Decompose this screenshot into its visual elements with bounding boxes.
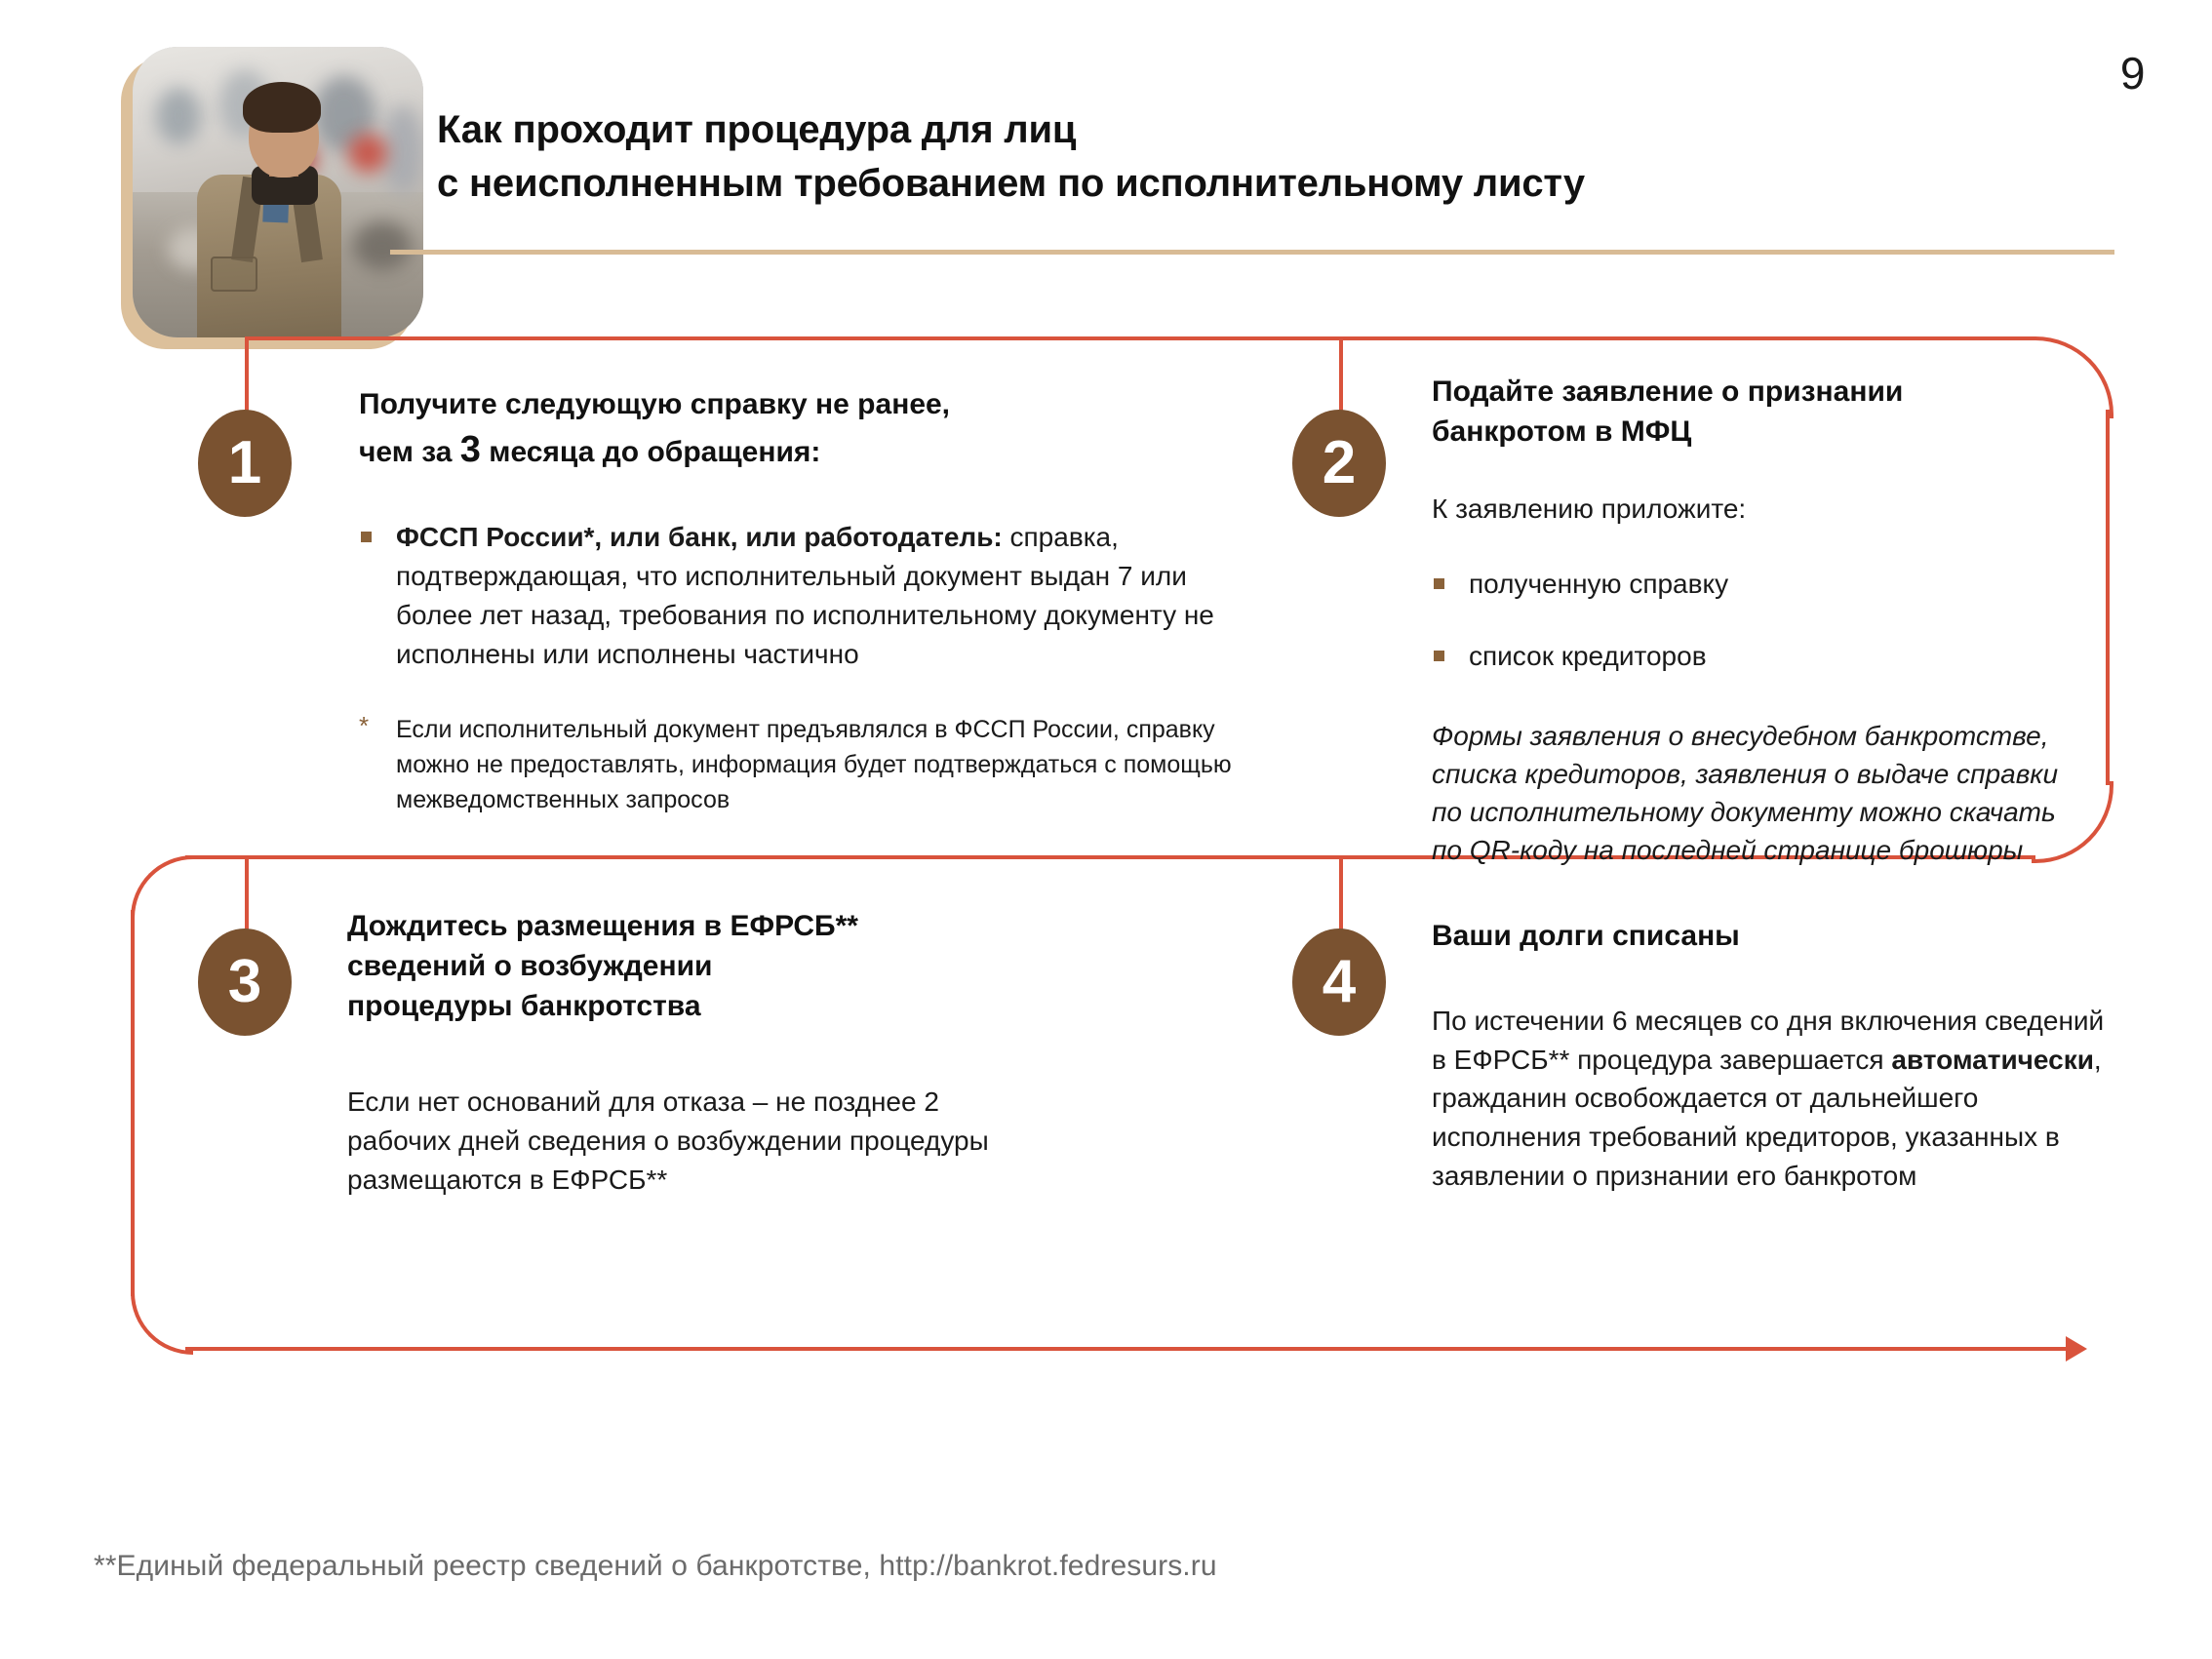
list-item: список кредиторов xyxy=(1432,637,2075,676)
step-2-heading-line-2: банкротом в МФЦ xyxy=(1432,415,1692,448)
step-number-3: 3 xyxy=(227,948,262,1015)
page-title xyxy=(437,103,1900,211)
step-number-circle-4 xyxy=(1292,928,1386,1036)
step-4-body-emphasis: автоматически xyxy=(1891,1044,2094,1075)
step-2-heading xyxy=(1432,373,2075,453)
header-photo xyxy=(115,47,408,339)
page-title-line-1: Как проходит процедура для лиц xyxy=(437,108,1077,151)
step-1-footnote-text: Если исполнительный документ предъявлялся в ФССП России, справку можно не предоставлять, информация будет подтверждаться с помощью межведомственных запросов xyxy=(396,716,1232,814)
step-3-heading-line-3: процедуры банкротства xyxy=(347,989,701,1022)
step-4-heading xyxy=(1432,917,2114,957)
connector-corner-middle-left xyxy=(131,855,193,918)
step-1-heading-post: месяца до обращения: xyxy=(480,435,821,468)
step-2-heading-line-1: Подайте заявление о признании xyxy=(1432,375,1904,408)
step-4-body-part-2: , гражданин освобождается от дальнейшего исполнения требований кредиторов, указанных в заявлении о признании его банкротом xyxy=(1432,1044,2102,1191)
photo-blur-blob xyxy=(348,134,387,173)
photo-blur-blob xyxy=(382,105,423,193)
step-1-heading-line-2 xyxy=(359,425,1237,476)
step-4-body-part-1: По истечении 6 месяцев со дня включения сведений в ЕФРСБ** процедура завершается xyxy=(1432,1005,2105,1075)
step-1-heading-months-number: 3 xyxy=(459,428,481,470)
photo-hair xyxy=(243,82,321,133)
step-2-bullet-list xyxy=(1432,565,2075,676)
step-block-2 xyxy=(1432,373,2075,870)
step-3-body: Если нет оснований для отказа – не позднее 2 рабочих дней сведения о возбуждении процедуры размещаются в ЕФРСБ** xyxy=(347,1086,989,1195)
step-3-heading xyxy=(347,907,1049,1026)
footer-note: **Единый федеральный реестр сведений о банкротстве, http://bankrot.fedresurs.ru xyxy=(94,1550,1217,1582)
step-1-bullet-1-bold: ФССП России*, или банк, или работодатель: xyxy=(396,522,1003,553)
step-1-bullet-list xyxy=(359,518,1237,673)
step-1-heading-line-1: Получите следующую справку не ранее, xyxy=(359,388,951,420)
connector-arrow-head xyxy=(2066,1336,2087,1362)
step-number-circle-2 xyxy=(1292,410,1386,517)
step-1-heading xyxy=(359,385,1237,475)
photo-blur-blob xyxy=(353,221,412,270)
footnote-asterisk-icon: * xyxy=(359,711,370,741)
step-block-1 xyxy=(359,385,1237,817)
step-block-3 xyxy=(347,907,1049,1200)
list-item xyxy=(359,518,1237,673)
step-number-circle-1 xyxy=(198,410,292,517)
list-item: полученную справку xyxy=(1432,565,2075,604)
step-2-italic-note: Формы заявления о внесудебном банкротстве, списка кредиторов, заявления о выдаче справки по исполнительному документу можно скачать по QR-коду на последней странице брошюры xyxy=(1432,720,2059,866)
step-block-4 xyxy=(1432,917,2114,1196)
step-4-body xyxy=(1432,1002,2114,1196)
connector-right-vertical xyxy=(2106,410,2110,785)
connector-bottom-horizontal xyxy=(185,1347,2068,1351)
step-number-circle-3 xyxy=(198,928,292,1036)
photo-coat-pocket xyxy=(211,257,257,292)
page-title-line-2: с неисполненным требованием по исполнительному листу xyxy=(437,162,1585,206)
step-3-heading-line-1: Дождитесь размещения в ЕФРСБ** xyxy=(347,910,858,942)
connector-top-horizontal xyxy=(245,336,2032,340)
step-number-1: 1 xyxy=(227,429,262,496)
step-1-heading-pre: чем за xyxy=(359,435,460,468)
step-2-intro: К заявлению приложите: xyxy=(1432,493,1747,524)
step-1-footnote xyxy=(359,712,1237,817)
step-number-4: 4 xyxy=(1322,948,1357,1015)
photo-man-in-coat-on-street xyxy=(133,47,423,337)
page-number: 9 xyxy=(2119,48,2146,99)
connector-corner-bottom-left xyxy=(131,1292,193,1355)
step-1-bullet-1-text: справка, подтверждающая, что исполнительный документ выдан 7 или более лет назад, требования по исполнительному документу не исполнены или исполнены частично xyxy=(396,522,1214,669)
step-4-heading-line-1: Ваши долги списаны xyxy=(1432,920,1740,952)
connector-left-vertical xyxy=(131,910,135,1296)
step-number-2: 2 xyxy=(1322,429,1357,496)
photo-blur-blob xyxy=(156,88,201,144)
step-3-heading-line-2: сведений о возбуждении xyxy=(347,949,713,982)
header-divider xyxy=(390,250,2114,255)
